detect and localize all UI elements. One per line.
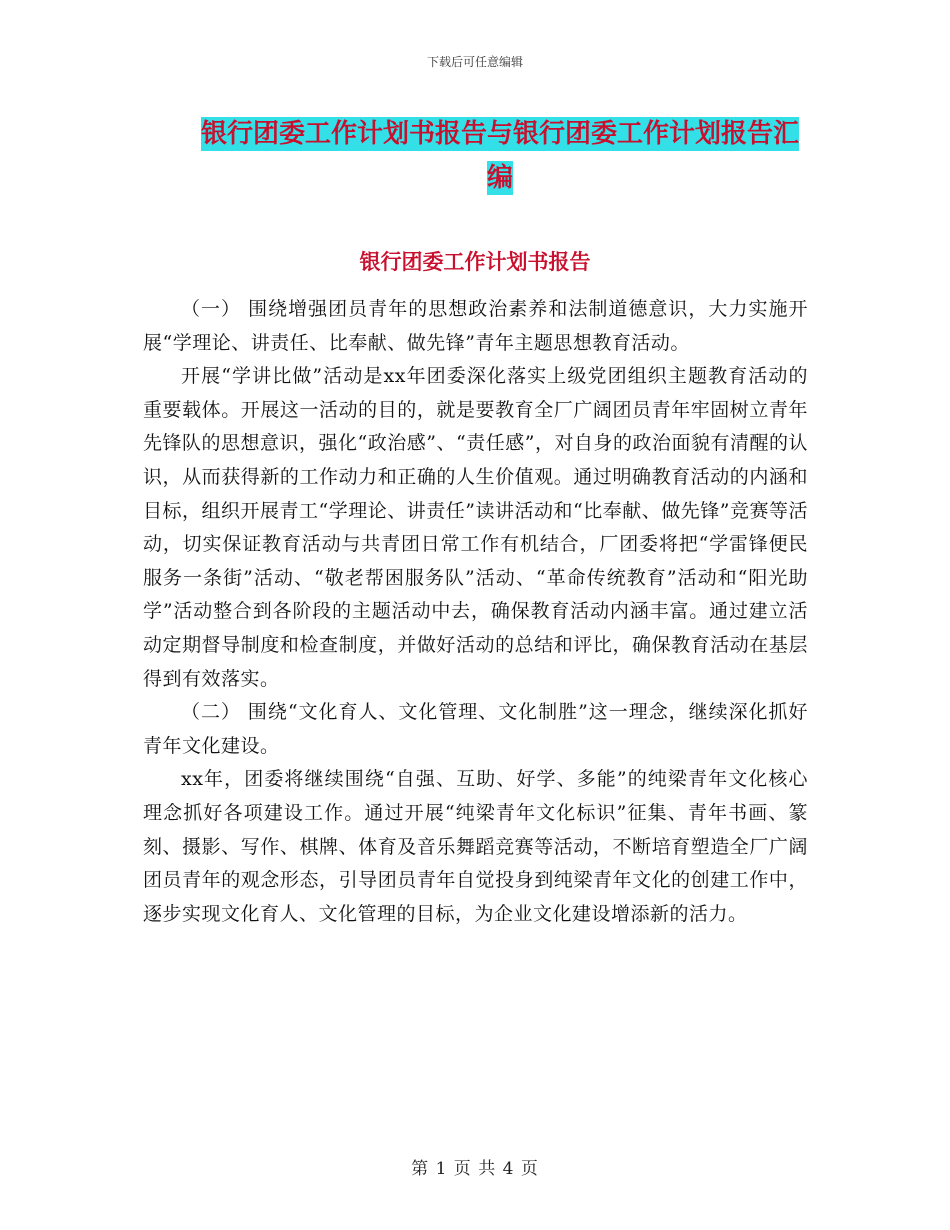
page-indicator: 第 1 页 共 4 页 — [411, 1159, 539, 1179]
title-line-1: 银行团委工作计划书报告与银行团委工作计划报告汇 — [200, 119, 799, 149]
document-body — [143, 293, 808, 931]
paragraph: 开展“学讲比做”活动是xx年团委深化落实上级党团组织主题教育活动的重要载体。开展这一活动的目的，就是要教育全厂广阔团员青年牢固树立青年先锋队的思想意识，强化“政治感”、“责任感”，对自身的政治面貌有清醒的认识，从而获得新的工作动力和正确的人生价值观。通过明确教育活动的内涵和目标，组织开展青工“学理论、讲责任”读讲活动和“比奉献、做先锋”竞赛等活动，切实保证教育活动与共青团日常工作有机结合，厂团委将把“学雷锋便民服务一条街”活动、“敬老帮困服务队”活动、“革命传统教育”活动和“阳光助学”活动整合到各阶段的主题活动中去，确保教育活动内涵丰富。通过建立活动定期督导制度和检查制度，并做好活动的总结和评比，确保教育活动在基层得到有效落实。 — [143, 365, 808, 690]
paragraph: xx年，团委将继续围绕“自强、互助、好学、多能”的纯梁青年文化核心理念抓好各项建设工作。通过开展“纯梁青年文化标识”征集、青年书画、篆刻、摄影、写作、棋牌、体育及音乐舞蹈竞赛等活动，不断培育塑造全厂广阔团员青年的观念形态，引导团员青年自觉投身到纯梁青年文化的创建工作中，逐步实现文化育人、文化管理的目标，为企业文化建设增添新的活力。 — [143, 768, 808, 925]
document-title — [190, 112, 810, 200]
title-line-2: 编 — [486, 163, 513, 193]
paragraph: （一） 围绕增强团员青年的思想政治素养和法制道德意识，大力实施开展“学理论、讲责任、比奉献、做先锋”青年主题思想教育活动。 — [143, 298, 808, 354]
section-title: 银行团委工作计划书报告 — [359, 250, 591, 274]
header-note: 下载后可任意编辑 — [426, 55, 523, 69]
paragraph: （二） 围绕“文化育人、文化管理、文化制胜”这一理念，继续深化抓好青年文化建设。 — [143, 701, 808, 757]
